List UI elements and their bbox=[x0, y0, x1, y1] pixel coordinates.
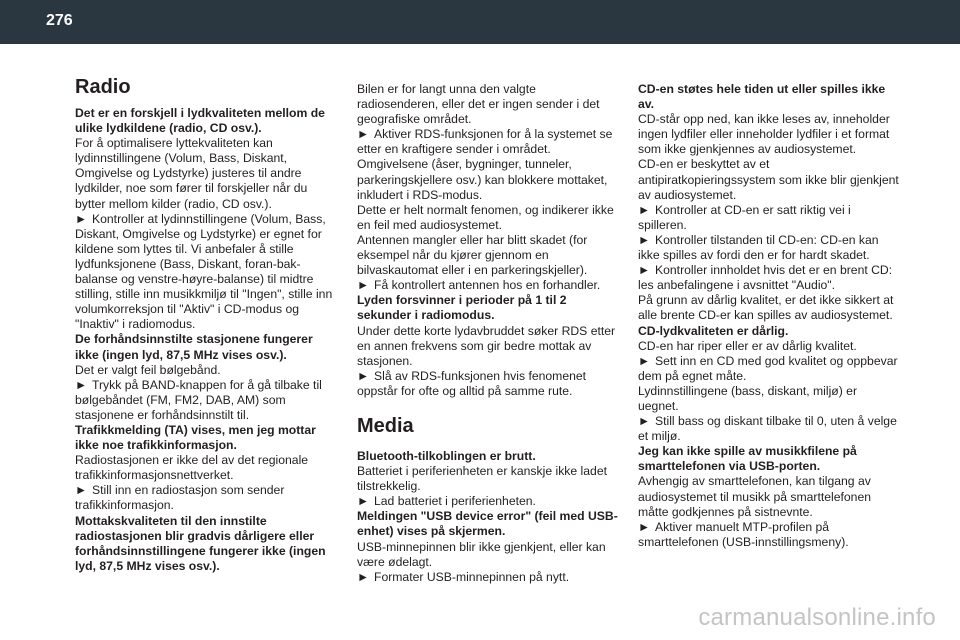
bullet-item bbox=[357, 570, 619, 585]
section-subheading: Det er en forskjell i lydkvaliteten mellom de ulike lydkildene (radio, CD osv.). bbox=[75, 106, 325, 136]
bullet-text: Sett inn en CD med god kvalitet og oppbevar dem på egnet måte. bbox=[638, 353, 898, 383]
bullet-arrow-icon: ► bbox=[638, 414, 651, 429]
bullet-arrow-icon: ► bbox=[638, 263, 651, 278]
bullet-item bbox=[638, 354, 900, 384]
bullet-arrow-icon: ► bbox=[638, 353, 651, 368]
bullet-text: Still inn en radiostasjon som sender trafikkinformasjon. bbox=[75, 483, 285, 513]
bullet-arrow-icon: ► bbox=[638, 202, 651, 217]
section-subheading: Bluetooth-tilkoblingen er brutt. bbox=[357, 448, 536, 463]
bullet-item bbox=[357, 494, 619, 509]
bullet-item bbox=[638, 203, 900, 233]
body-paragraph: Omgivelsene (åser, bygninger, tunneler, parkeringskjellere osv.) kan blokkere mottaket, inkludert i RDS-modus. bbox=[357, 157, 608, 202]
body-paragraph: Radiostasjonen er ikke del av det regionale trafikkinformasjonsnettverket. bbox=[75, 453, 309, 483]
column-3 bbox=[638, 82, 900, 550]
bullet-text: Formater USB-minnepinnen på nytt. bbox=[374, 569, 570, 584]
bullet-item bbox=[638, 263, 900, 293]
watermark-text: carmanualsonline.info bbox=[698, 604, 936, 631]
bullet-arrow-icon: ► bbox=[75, 483, 88, 498]
bullet-arrow-icon: ► bbox=[357, 278, 370, 293]
bullet-arrow-icon: ► bbox=[357, 494, 370, 509]
section-subheading: CD-lydkvaliteten er dårlig. bbox=[638, 323, 789, 338]
page-header-bar bbox=[0, 0, 960, 44]
bullet-text: Still bass og diskant tilbake til 0, uten å velge et miljø. bbox=[638, 414, 897, 444]
bullet-arrow-icon: ► bbox=[357, 368, 370, 383]
bullet-item bbox=[357, 278, 619, 293]
bullet-text: Slå av RDS-funksjonen hvis fenomenet oppstår for ofte og alltid på samme rute. bbox=[357, 368, 587, 398]
bullet-text: Kontroller innholdet hvis det er en brent CD: les anbefalingene i avsnittet "Audio". bbox=[638, 263, 893, 293]
body-paragraph: Avhengig av smarttelefonen, kan tilgang av audiosystemet til musikk på smarttelefonen måtte godkjennes på sistnevnte. bbox=[638, 474, 872, 519]
body-paragraph: CD-står opp ned, kan ikke leses av, inneholder ingen lydfiler eller inneholder lydfiler i et format som ikke gjenkjennes av audiosystemet. bbox=[638, 112, 890, 157]
page-number: 276 bbox=[46, 12, 73, 29]
body-paragraph: På grunn av dårlig kvalitet, er det ikke sikkert at alle brente CD-er kan spilles av audiosystemet. bbox=[638, 293, 894, 323]
body-paragraph: Bilen er for langt unna den valgte radiosenderen, eller det er ingen sender i det geografiske området. bbox=[357, 82, 600, 127]
section-subheading: Mottakskvaliteten til den innstilte radiostasjonen blir gradvis dårligere eller forhåndsinnstillingene fungerer ikke (ingen lyd, 87,5 MHz vises osv.). bbox=[75, 513, 326, 573]
bullet-item bbox=[638, 233, 900, 263]
body-paragraph: Lydinnstillingene (bass, diskant, miljø) er uegnet. bbox=[638, 383, 858, 413]
body-paragraph: Antennen mangler eller har blitt skadet (for eksempel når du kjører gjennom en bilvaskautomat eller i en parkeringskjeller). bbox=[357, 232, 588, 278]
body-paragraph: Batteriet i periferienheten er kanskje ikke ladet tilstrekkelig. bbox=[357, 464, 607, 494]
body-paragraph: Det er valgt feil bølgebånd. bbox=[75, 362, 221, 377]
section-heading: Radio bbox=[75, 76, 131, 98]
body-paragraph: Under dette korte lydavbruddet søker RDS etter en annen frekvens som gir bedre mottak av stasjonen. bbox=[357, 323, 616, 368]
bullet-text: Kontroller tilstanden til CD-en: CD-en kan ikke spilles av fordi den er for hardt skadet. bbox=[638, 232, 879, 263]
bullet-arrow-icon: ► bbox=[75, 211, 88, 226]
bullet-item bbox=[357, 369, 619, 399]
bullet-text: Trykk på BAND-knappen for å gå tilbake til bølgebåndet (FM, FM2, DAB, AM) som stasjonene er forhåndsinnstilt til. bbox=[75, 377, 322, 422]
bullet-arrow-icon: ► bbox=[75, 377, 88, 392]
section-subheading: Jeg kan ikke spille av musikkfilene på smarttelefonen via USB-porten. bbox=[638, 444, 857, 474]
bullet-text: Kontroller at lydinnstillingene (Volum, Bass, Diskant, Omgivelse og Lydstyrke) er egnet for kildene som lyttes til. Vi anbefaler å stille lydfunksjonene (Bass, Diskant, foran-bak-balanse og venstre-høyre-balanse) til midtre stilling, stille inn musikkmiljø til "Ingen", stille inn volumkorreksjon til "Aktiv" i CD-modus og "Inaktiv" i radiomodus. bbox=[75, 211, 333, 332]
bullet-arrow-icon: ► bbox=[357, 127, 370, 142]
section-subheading: Trafikkmelding (TA) vises, men jeg mottar ikke noe trafikkinformasjon. bbox=[75, 422, 316, 453]
section-subheading: De forhåndsinnstilte stasjonene fungerer ikke (ingen lyd, 87,5 MHz vises osv.). bbox=[75, 332, 313, 362]
bullet-text: Få kontrollert antennen hos en forhandler. bbox=[374, 278, 601, 293]
bullet-arrow-icon: ► bbox=[357, 569, 370, 584]
body-paragraph: USB-minnepinnen blir ikke gjenkjent, eller kan være ødelagt. bbox=[357, 539, 606, 569]
bullet-item bbox=[638, 520, 900, 550]
bullet-item bbox=[638, 414, 900, 444]
body-paragraph: CD-en har riper eller er av dårlig kvalitet. bbox=[638, 338, 857, 353]
bullet-item bbox=[75, 378, 337, 423]
bullet-text: Aktiver RDS-funksjonen for å la systemet se etter en kraftigere sender i området. bbox=[357, 127, 613, 157]
section-subheading: Lyden forsvinner i perioder på 1 til 2 sekunder i radiomodus. bbox=[357, 293, 567, 323]
bullet-item bbox=[75, 483, 337, 513]
bullet-arrow-icon: ► bbox=[638, 232, 651, 247]
section-subheading: Meldingen "USB device error" (feil med USB-enhet) vises på skjermen. bbox=[357, 509, 618, 539]
bullet-arrow-icon: ► bbox=[638, 519, 651, 534]
column-2 bbox=[357, 82, 619, 585]
body-paragraph: Dette er helt normalt fenomen, og indikerer ikke en feil med audiosystemet. bbox=[357, 202, 614, 232]
bullet-text: Lad batteriet i periferienheten. bbox=[374, 494, 536, 509]
bullet-item bbox=[357, 127, 619, 157]
column-1 bbox=[75, 74, 337, 574]
bullet-text: Kontroller at CD-en er satt riktig vei i spilleren. bbox=[638, 202, 851, 232]
section-subheading: CD-en støtes hele tiden ut eller spilles ikke av. bbox=[638, 82, 886, 112]
body-paragraph: For å optimalisere lyttekvaliteten kan lydinnstillingene (Volum, Bass, Diskant, Omgivelse og Lydstyrke) justeres til andre lydkilder, noe som fører til forskjeller når du bytter mellom kilder (radio, CD osv.). bbox=[75, 136, 308, 211]
section-heading: Media bbox=[357, 414, 414, 437]
bullet-text: Aktiver manuelt MTP-profilen på smarttelefonen (USB-innstillingsmeny). bbox=[638, 519, 849, 549]
bullet-item bbox=[75, 212, 337, 333]
body-paragraph: CD-en er beskyttet av et antipiratkopieringssystem som ikke blir gjenkjent av audiosystemet. bbox=[638, 157, 899, 202]
